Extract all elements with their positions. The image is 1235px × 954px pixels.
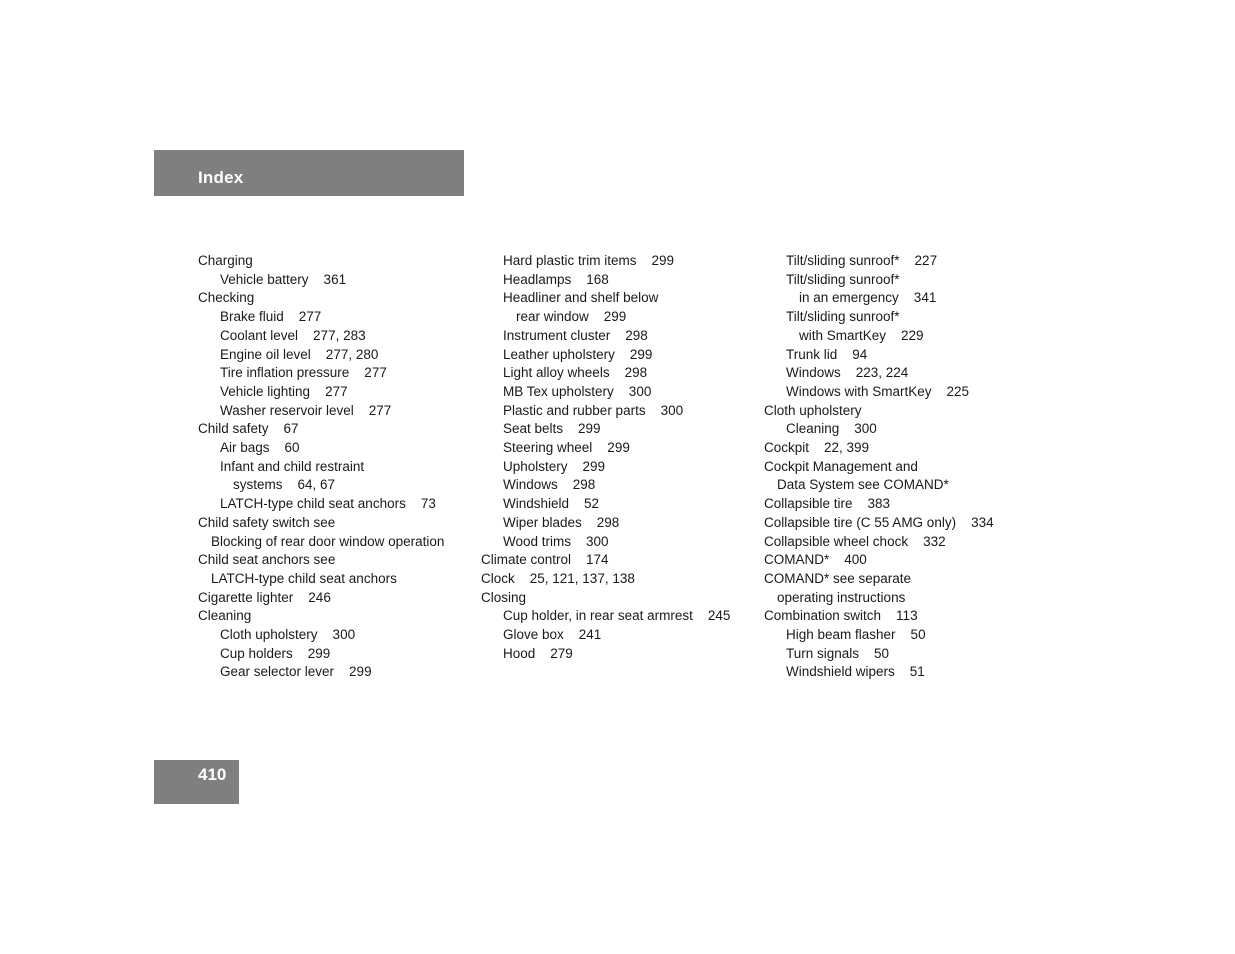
index-subentry: Data System see COMAND* <box>777 477 949 493</box>
index-subentry: Tilt/sliding sunroof* <box>786 309 900 325</box>
page-number-tab <box>154 760 239 804</box>
index-entry: Checking <box>198 290 255 306</box>
index-entry: Child seat anchors see <box>198 552 336 568</box>
index-entry: Cleaning <box>198 608 252 624</box>
index-entry: Collapsible tire 383 <box>764 496 891 512</box>
index-subentry: Washer reservoir level 277 <box>220 402 392 418</box>
index-subentry: Cloth upholstery 300 <box>220 627 356 643</box>
index-subentry: Coolant level 277, 283 <box>220 327 366 343</box>
index-subentry: Gear selector lever 299 <box>220 664 372 680</box>
index-subentry: Tire inflation pressure 277 <box>220 365 387 381</box>
index-subentry: in an emergency 341 <box>799 290 937 306</box>
index-subentry: operating instructions <box>777 589 906 605</box>
index-entry: Closing <box>481 589 527 605</box>
index-column-3 <box>764 252 994 682</box>
page-number: 410 <box>198 765 227 784</box>
index-subentry: with SmartKey 229 <box>799 327 924 343</box>
index-entry: Collapsible tire (C 55 AMG only) 334 <box>764 514 994 530</box>
index-subentry: Windshield wipers 51 <box>786 664 925 680</box>
index-subentry: Upholstery 299 <box>503 458 606 474</box>
index-subentry: Engine oil level 277, 280 <box>220 346 379 362</box>
index-subentry: Cleaning 300 <box>786 421 877 437</box>
index-entry: Cockpit 22, 399 <box>764 440 870 456</box>
index-subentry: Seat belts 299 <box>503 421 601 437</box>
section-header-bar <box>154 150 464 196</box>
section-title: Index <box>198 168 244 187</box>
index-subentry: Blocking of rear door window operation <box>211 533 445 549</box>
index-subentry: LATCH-type child seat anchors <box>211 570 397 586</box>
index-subentry: Windows 223, 224 <box>786 365 909 381</box>
index-entry: Child safety switch see <box>198 514 336 530</box>
index-subentry: Windshield 52 <box>503 496 600 512</box>
index-subentry: Air bags 60 <box>220 440 300 456</box>
index-entry: Collapsible wheel chock 332 <box>764 533 946 549</box>
index-subentry: Glove box 241 <box>503 627 602 643</box>
index-subentry: systems 64, 67 <box>233 477 336 493</box>
index-column-1 <box>198 252 444 682</box>
index-subentry: Tilt/sliding sunroof* <box>786 271 900 287</box>
index-entry: Clock 25, 121, 137, 138 <box>481 570 635 586</box>
index-entry: COMAND* 400 <box>764 552 867 568</box>
index-entry: COMAND* see separate <box>764 570 912 586</box>
index-entry: Cloth upholstery <box>764 402 862 418</box>
index-entry: Child safety 67 <box>198 421 299 437</box>
index-subentry: Hard plastic trim items 299 <box>503 253 675 268</box>
index-subentry: rear window 299 <box>516 309 627 325</box>
index-entry: Combination switch 113 <box>764 608 918 624</box>
index-subentry: Hood 279 <box>503 645 573 661</box>
index-subentry: Brake fluid 277 <box>220 309 322 325</box>
index-subentry: Headlamps 168 <box>503 271 609 287</box>
index-subentry: High beam flasher 50 <box>786 627 926 643</box>
index-subentry: Cup holders 299 <box>220 645 331 661</box>
index-subentry: Vehicle battery 361 <box>220 271 347 287</box>
index-subentry: Tilt/sliding sunroof* 227 <box>786 253 938 268</box>
index-subentry: Turn signals 50 <box>786 645 890 661</box>
index-subentry: Instrument cluster 298 <box>503 327 648 343</box>
index-subentry: Windows with SmartKey 225 <box>786 383 970 399</box>
index-subentry: Light alloy wheels 298 <box>503 365 648 381</box>
index-subentry: Wood trims 300 <box>503 533 609 549</box>
index-subentry: Windows 298 <box>503 477 596 493</box>
index-subentry: Headliner and shelf below <box>503 290 659 306</box>
index-subentry: Wiper blades 298 <box>503 514 620 530</box>
index-entry: Climate control 174 <box>481 552 609 568</box>
index-entry: Charging <box>198 253 253 268</box>
index-subentry: Infant and child restraint <box>220 458 365 474</box>
index-entry: Cockpit Management and <box>764 458 918 474</box>
index-subentry: Trunk lid 94 <box>786 346 868 362</box>
index-subentry: Leather upholstery 299 <box>503 346 653 362</box>
index-subentry: Steering wheel 299 <box>503 440 630 456</box>
index-subentry: Cup holder, in rear seat armrest 245 <box>503 608 731 624</box>
index-column-2 <box>481 252 730 663</box>
index-subentry: Vehicle lighting 277 <box>220 383 348 399</box>
index-subentry: MB Tex upholstery 300 <box>503 383 652 399</box>
index-entry: Cigarette lighter 246 <box>198 589 331 605</box>
index-subentry: Plastic and rubber parts 300 <box>503 402 684 418</box>
index-subentry: LATCH-type child seat anchors 73 <box>220 496 436 512</box>
